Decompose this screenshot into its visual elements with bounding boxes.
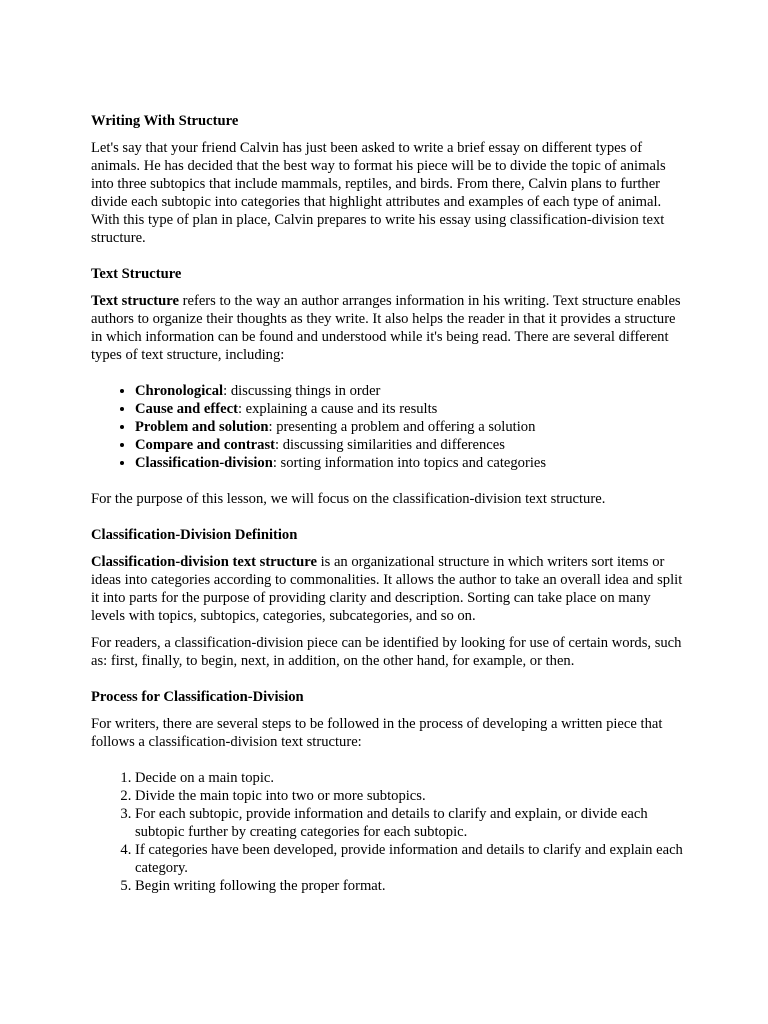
process-intro-paragraph: For writers, there are several steps to be followed in the process of developing a written piece that follows a classification-division text structure: [91,716,663,750]
lesson-focus-paragraph: For the purpose of this lesson, we will focus on the classification-division text structure. [91,491,606,507]
list-item: 4. If categories have been developed, provide information and details to clarify and explain each category. [135,841,688,877]
document-title: Writing With Structure [91,113,239,129]
list-item-term: Compare and contrast [135,437,275,453]
list-item-term: Chronological [135,383,224,399]
list-item: 2. Divide the main topic into two or more subtopics. [135,787,688,805]
section-gap [91,256,688,265]
list-item: 1. Decide on a main topic. [135,769,688,787]
heading-text-structure: Text Structure [91,266,182,282]
list-item-desc: : explaining a cause and its results [237,401,438,417]
list-item: 3. For each subtopic, provide information and details to clarify and explain, or divide each subtopic further by creating categories for each subtopic. [135,805,688,841]
definition-paragraph [91,553,688,625]
list-item [135,436,688,454]
list-item-term: Classification-division [135,455,273,471]
heading-process: Process for Classification-Division [91,689,304,705]
list-item [135,382,688,400]
section-gap [91,679,688,688]
list-item-desc: : discussing things in order [223,383,381,399]
list-item [135,400,688,418]
list-item-term: Problem and solution [135,419,269,435]
text-structure-term: Text structure [91,293,179,309]
text-structure-description: refers to the way an author arranges information in his writing. Text structure enables authors to organize their thoughts as they write. It also helps the reader in that it provides a structure in which information can be found and understood while it's being read. There are several different types of text structure, including: [91,293,681,363]
list-item-term: Cause and effect [135,401,238,417]
list-item-desc: : sorting information into topics and categories [272,455,547,471]
text-structure-types-list [91,382,688,472]
readers-paragraph: For readers, a classification-division piece can be identified by looking for use of certain words, such as: first, finally, to begin, next, in addition, on the other hand, for example, or then. [91,635,682,669]
list-item-desc: : presenting a problem and offering a solution [268,419,536,435]
intro-paragraph: Let's say that your friend Calvin has just been asked to write a brief essay on different types of animals. He has decided that the best way to format his piece will be to divide the topic of animals into three subtopics that include mammals, reptiles, and birds. From there, Calvin plans to further divide each subtopic into categories that highlight attributes and examples of each type of animal. With this type of plan in place, Calvin prepares to write his essay using classification-division text structure. [91,140,666,246]
list-item: 5. Begin writing following the proper format. [135,877,688,895]
list-item [135,454,688,472]
text-structure-paragraph [91,292,688,364]
heading-definition: Classification-Division Definition [91,527,298,543]
section-gap [91,517,688,526]
definition-term: Classification-division text structure [91,554,317,570]
list-item [135,418,688,436]
list-item-desc: : discussing similarities and differences [275,437,505,453]
definition-description: is an organizational structure in which writers sort items or ideas into categories according to commonalities. It allows the author to take an overall idea and split it into parts for the purpose of providing clarity and description. Sorting can take place on many levels with topics, subtopics, categories, subcategories, and so on. [91,554,683,624]
process-steps-list [91,769,688,895]
